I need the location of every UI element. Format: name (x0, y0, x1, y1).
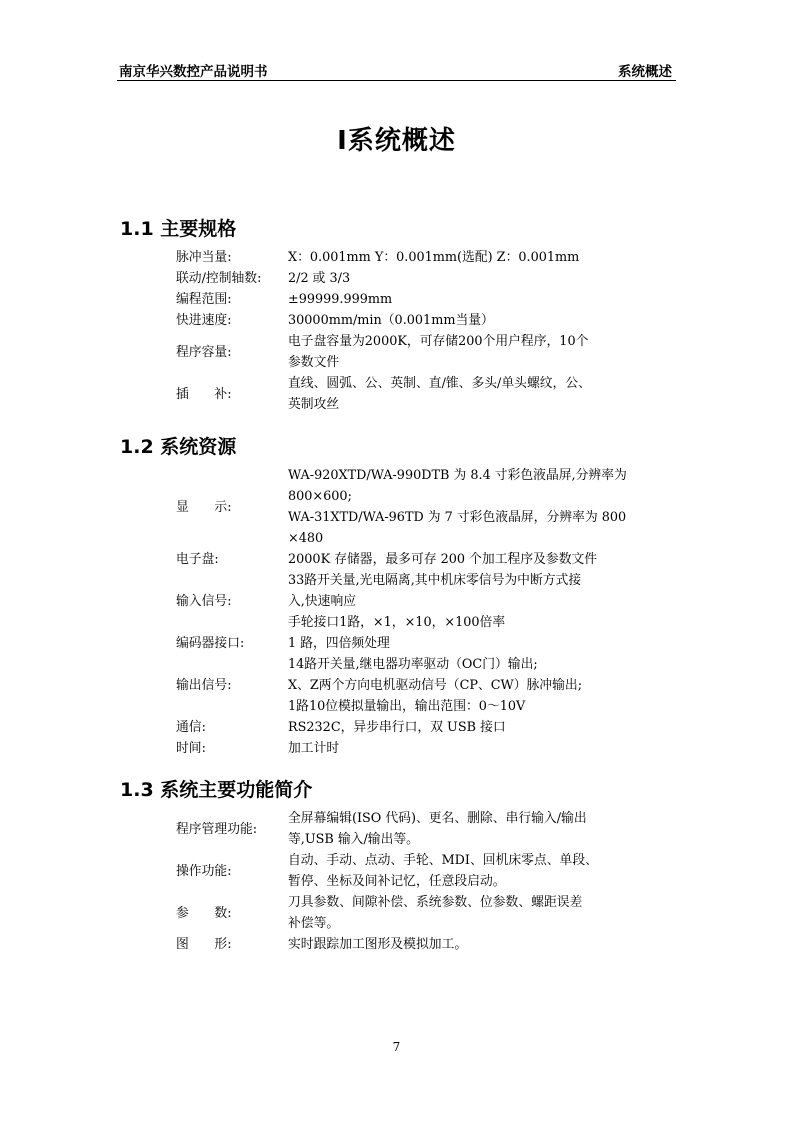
spec-value-line: ×480 (288, 531, 324, 546)
spec-value-line: WA-31XTD/WA-96TD 为 7 寸彩色液晶屏，分辨率为 800 (288, 510, 627, 525)
spec-label: 输出信号: (176, 678, 232, 693)
spec-value (288, 331, 620, 373)
spec-label: 输入信号: (176, 594, 232, 609)
spec-label: 编程范围: (176, 292, 232, 307)
spec-value-line: 补偿等。 (288, 916, 340, 931)
spec-value (288, 654, 620, 717)
spec-value-line: 电子盘容量为2000K，可存储200个用户程序，10个 (288, 334, 589, 349)
spec-value-line: 等,USB 输入/输出等。 (288, 832, 419, 847)
spec-value-line: WA-920XTD/WA-990DTB 为 8.4 寸彩色液晶屏,分辨率为 (288, 468, 627, 483)
spec-value (288, 892, 620, 934)
spec-value-line: 入,快速响应 (288, 594, 357, 609)
spec-label: 操作功能: (176, 863, 232, 879)
spec-value (288, 850, 620, 892)
spec-value-line: 30000mm/min（0.001mm当量） (288, 313, 494, 328)
spec-value-line: 参数文件 (288, 355, 340, 370)
spec-label: 电子盘: (176, 552, 219, 567)
spec-value-line: 2000K 存储器，最多可存 200 个加工程序及参数文件 (288, 552, 598, 567)
spec-value (288, 289, 620, 310)
spec-value-line: 800×600; (288, 489, 352, 504)
spec-value-line: 14路开关量,继电器功率驱动（OC门）输出; (288, 657, 538, 672)
spec-value-line: 实时跟踪加工图形及模拟加工。 (288, 937, 468, 952)
spec-value-line: 33路开关量,光电隔离,其中机床零信号为中断方式接 (288, 573, 582, 588)
spec-value-line: RS232C，异步串行口，双 USB 接口 (288, 720, 506, 735)
spec-value (288, 549, 620, 570)
spec-value (288, 738, 620, 759)
spec-label: 图 形: (176, 937, 232, 952)
spec-value-line: 直线、圆弧、公、英制、直/锥、多头/单头螺纹，公、 (288, 376, 591, 391)
spec-value (288, 808, 620, 850)
spec-value (288, 717, 620, 738)
page-number: 7 (392, 1040, 401, 1054)
spec-value-line: 自动、手动、点动、手轮、MDI、回机床零点、单段、 (288, 853, 598, 868)
spec-label: 脉冲当量: (176, 250, 232, 265)
spec-value (288, 247, 620, 268)
header-chapter-title: 系统概述 (618, 64, 672, 80)
spec-label: 联动/控制轴数: (176, 271, 262, 286)
spec-value-line: 刀具参数、间隙补偿、系统参数、位参数、螺距误差 (288, 895, 583, 910)
spec-value (288, 373, 620, 415)
section-heading: 1.1 主要规格 (120, 218, 237, 240)
section-heading: 1.3 系统主要功能简介 (120, 779, 313, 801)
spec-value-line: ±99999.999mm (288, 292, 393, 307)
spec-value-line: 加工计时 (288, 741, 340, 756)
spec-value-line: 暂停、坐标及间补记忆，任意段启动。 (288, 874, 506, 889)
spec-value (288, 934, 620, 955)
spec-label: 通信: (176, 720, 206, 735)
header-manual-title: 南京华兴数控产品说明书 (119, 64, 268, 80)
spec-value (288, 465, 627, 549)
section-heading: 1.2 系统资源 (120, 436, 237, 458)
spec-value-line: 全屏幕编辑(ISO 代码)、更名、删除、串行输入/输出 (288, 811, 587, 826)
spec-label: 显 示: (176, 499, 232, 515)
spec-value-line: 手轮接口1路，×1，×10，×100倍率 (288, 615, 506, 630)
spec-value (288, 633, 620, 654)
spec-label: 程序管理功能: (176, 821, 258, 837)
spec-value-line: 1路10位模拟量输出，输出范围：0～10V (288, 699, 526, 714)
spec-value-line: X：0.001mm Y：0.001mm(选配) Z：0.001mm (288, 250, 580, 265)
spec-value-line: 英制攻丝 (288, 397, 340, 412)
spec-value-line: 1 路，四倍频处理 (288, 636, 390, 651)
spec-label: 时间: (176, 741, 206, 756)
spec-label: 参 数: (176, 905, 232, 921)
spec-value (288, 310, 620, 331)
running-header (117, 58, 676, 81)
spec-value-line: 2/2 或 3/3 (288, 271, 351, 286)
chapter-title: Ⅰ系统概述 (337, 126, 456, 156)
spec-value (288, 268, 620, 289)
spec-label: 快进速度: (176, 313, 232, 328)
spec-value (288, 570, 620, 633)
spec-label: 程序容量: (176, 344, 232, 360)
spec-label: 编码器接口: (176, 636, 245, 651)
spec-label: 插 补: (176, 386, 232, 402)
spec-value-line: X、Z两个方向电机驱动信号（CP、CW）脉冲输出; (288, 678, 583, 693)
